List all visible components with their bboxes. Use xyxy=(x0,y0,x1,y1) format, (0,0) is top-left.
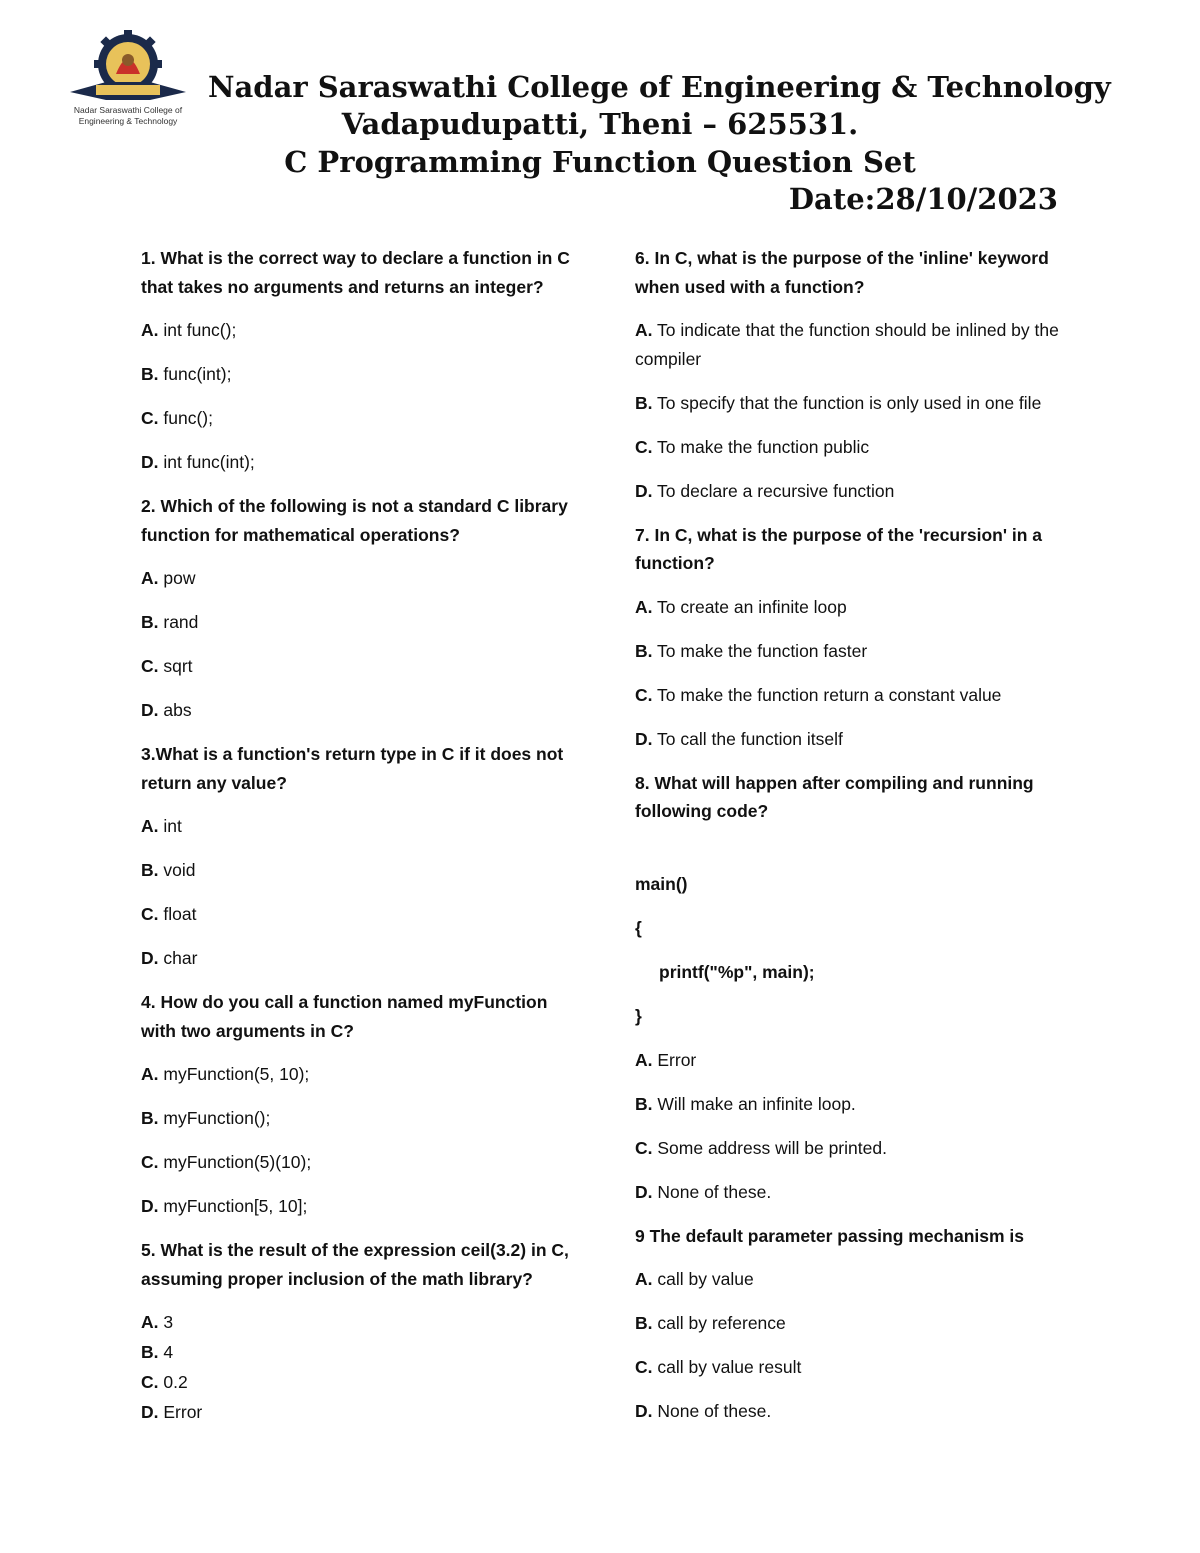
question-3: 3.What is a function's return type in C if it does not return any value? xyxy=(141,744,564,793)
logo-text-1: Nadar Saraswathi College of xyxy=(73,105,183,115)
option-3c: C. float xyxy=(141,904,197,924)
college-address: Vadapudupatti, Theni – 625531. xyxy=(341,107,859,141)
question-4: 4. How do you call a function named myFunction with two arguments in C? xyxy=(141,992,548,1041)
option-8b: B. Will make an infinite loop. xyxy=(635,1093,856,1114)
option-7c: C. To make the function return a constant value xyxy=(635,684,1002,705)
question-7: 7. In C, what is the purpose of the 'recursion' in a function? xyxy=(635,524,1042,573)
option-8c: C. Some address will be printed. xyxy=(635,1137,887,1158)
question-set-title: C Programming Function Question Set xyxy=(284,145,916,179)
option-6d: D. To declare a recursive function xyxy=(635,480,895,501)
option-6c: C. To make the function public xyxy=(635,436,870,457)
option-6b: B. To specify that the function is only used in one file xyxy=(635,392,1042,413)
option-3b: B. void xyxy=(141,860,196,880)
option-2d: D. abs xyxy=(141,700,192,720)
code-line-1: main() xyxy=(635,873,688,894)
option-5d: D. Error xyxy=(141,1402,203,1422)
question-9: 9 The default parameter passing mechanism is xyxy=(635,1225,1025,1246)
option-7b: B. To make the function faster xyxy=(635,640,868,661)
option-5a: A. 3 xyxy=(141,1312,174,1332)
question-8: 8. What will happen after compiling and running following code? xyxy=(635,772,1034,821)
option-1d: D. int func(int); xyxy=(141,452,255,472)
option-6a: A. To indicate that the function should be inlined by the compiler xyxy=(635,320,1059,369)
option-4c: C. myFunction(5)(10); xyxy=(141,1152,312,1172)
question-1: 1. What is the correct way to declare a function in C that takes no arguments and returns an integer? xyxy=(141,248,570,297)
option-9d: D. None of these. xyxy=(635,1401,772,1421)
option-9a: A. call by value xyxy=(635,1269,754,1289)
question-2: 2. Which of the following is not a standard C library function for mathematical operations? xyxy=(141,496,568,545)
code-line-4: } xyxy=(635,1005,642,1026)
option-1a: A. int func(); xyxy=(141,320,237,340)
option-5b: B. 4 xyxy=(141,1342,174,1362)
option-1b: B. func(int); xyxy=(141,364,232,384)
option-4d: D. myFunction[5, 10]; xyxy=(141,1196,308,1216)
left-column xyxy=(141,244,571,1428)
option-2b: B. rand xyxy=(141,612,199,632)
question-5: 5. What is the result of the expression ceil(3.2) in C, assuming proper inclusion of the math library? xyxy=(141,1240,569,1289)
option-8d: D. None of these. xyxy=(635,1181,772,1202)
code-line-3: printf("%p", main); xyxy=(659,961,815,982)
option-4b: B. myFunction(); xyxy=(141,1108,271,1128)
right-column xyxy=(635,244,1065,1441)
option-9b: B. call by reference xyxy=(635,1313,786,1333)
option-5c: C. 0.2 xyxy=(141,1372,188,1392)
option-8a: A. Error xyxy=(635,1049,697,1070)
option-1c: C. func(); xyxy=(141,408,213,428)
option-2c: C. sqrt xyxy=(141,656,193,676)
option-3a: A. int xyxy=(141,816,182,836)
option-9c: C. call by value result xyxy=(635,1357,802,1377)
option-7d: D. To call the function itself xyxy=(635,728,843,749)
code-line-2: { xyxy=(635,917,642,938)
option-3d: D. char xyxy=(141,948,198,968)
option-7a: A. To create an infinite loop xyxy=(635,596,847,617)
option-4a: A. myFunction(5, 10); xyxy=(141,1064,310,1084)
date-label: Date:28/10/2023 xyxy=(788,182,1058,216)
logo-text-2: Engineering & Technology xyxy=(78,116,178,126)
option-2a: A. pow xyxy=(141,568,196,588)
question-6: 6. In C, what is the purpose of the 'inline' keyword when used with a function? xyxy=(635,248,1049,297)
